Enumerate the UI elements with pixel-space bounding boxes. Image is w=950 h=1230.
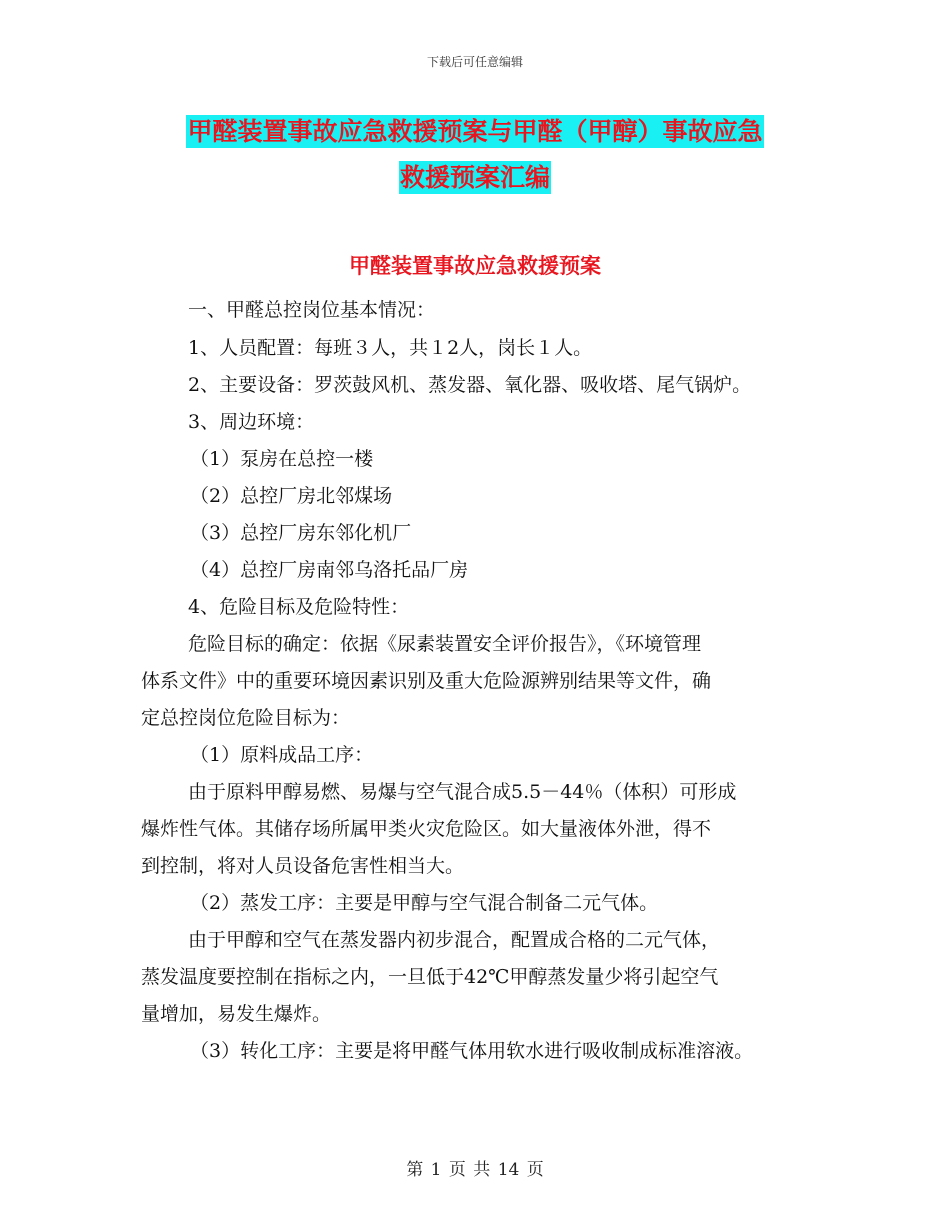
paragraph-line: 一、甲醛总控岗位基本情况：: [188, 299, 436, 321]
paragraph-line: 1、人员配置：每班３人，共１2人，岗长１人。: [188, 337, 593, 359]
section-title: 甲醛装置事故应急救援预案: [349, 254, 601, 278]
paragraph-line: （1）泵房在总控一楼: [190, 448, 374, 470]
page-number-footer: 第 1 页 共 14 页: [406, 1160, 544, 1180]
paragraph-line: 3、周边环境：: [188, 411, 315, 433]
paragraph-line: 由于原料甲醇易燃、易爆与空气混合成5.5－44％（体积）可形成: [188, 781, 737, 803]
paragraph-line: （2）总控厂房北邻煤场: [190, 485, 393, 507]
paragraph-line: 定总控岗位危险目标为：: [141, 707, 351, 729]
paragraph-line: 危险目标的确定：依据《尿素装置安全评价报告》，《环境管理: [188, 633, 702, 655]
paragraph-line: 到控制，将对人员设备危害性相当大。: [141, 855, 465, 877]
paragraph-line: （4）总控厂房南邻乌洛托品厂房: [190, 559, 469, 581]
paragraph-line: （3）转化工序：主要是将甲醛气体用软水进行吸收制成标准溶液。: [190, 1040, 754, 1062]
paragraph-line: 爆炸性气体。其储存场所属甲类火灾危险区。如大量液体外泄，得不: [141, 818, 712, 840]
paragraph-line: 体系文件》中的重要环境因素识别及重大危险源辨别结果等文件，确: [141, 670, 712, 692]
paragraph-line: 量增加，易发生爆炸。: [141, 1003, 332, 1025]
paragraph-line: 蒸发温度要控制在指标之内，一旦低于42℃甲醇蒸发量少将引起空气: [141, 966, 719, 988]
paragraph-line: （1）原料成品工序：: [190, 744, 374, 766]
paragraph-line: 4、危险目标及危险特性：: [188, 596, 410, 618]
paragraph-line: 2、主要设备：罗茨鼓风机、蒸发器、氧化器、吸收塔、尾气锅炉。: [188, 374, 752, 396]
document-title-line-2: 救援预案汇编: [399, 163, 550, 192]
paragraph-line: （2）蒸发工序：主要是甲醇与空气混合制备二元气体。: [190, 892, 659, 914]
header-note: 下载后可任意编辑: [426, 55, 523, 69]
paragraph-line: （3）总控厂房东邻化机厂: [190, 522, 412, 544]
document-title-line-1: 甲醛装置事故应急救援预案与甲醛（甲醇）事故应急: [187, 117, 763, 146]
paragraph-line: 由于甲醇和空气在蒸发器内初步混合，配置成合格的二元气体，: [188, 929, 721, 951]
